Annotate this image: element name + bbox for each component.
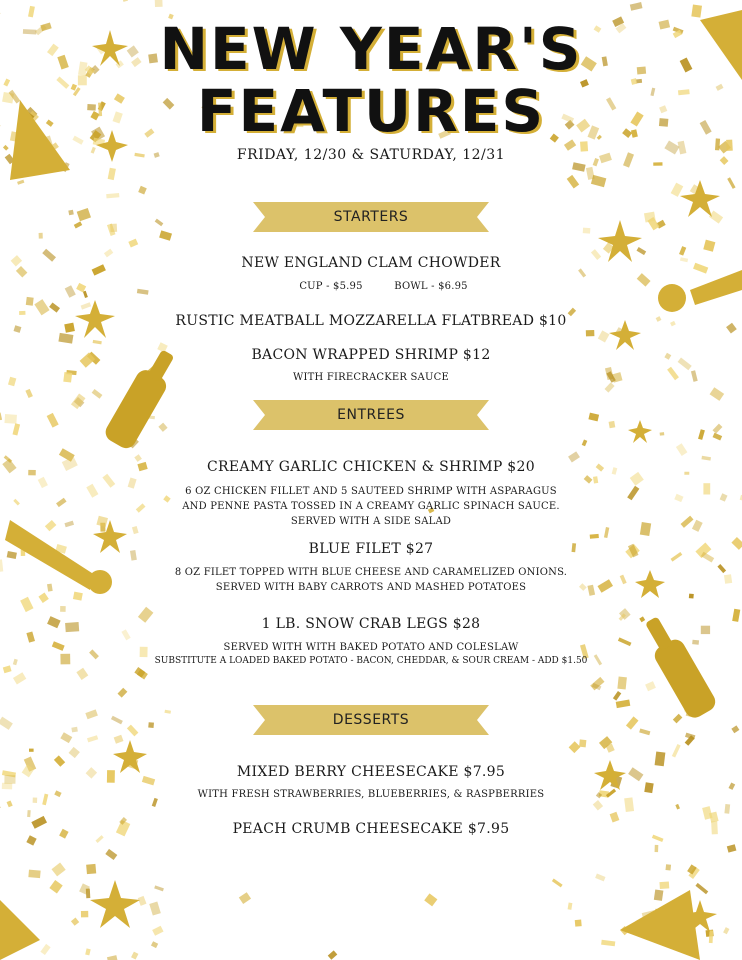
section-banner-starters [253, 202, 489, 232]
menu-item-name: CREAMY GARLIC CHICKEN & SHRIMP $20 [207, 459, 535, 475]
title-line-1: NEW YEAR'S [159, 15, 583, 83]
title-line-2: FEATURES [196, 77, 546, 145]
menu-item-description: 8 OZ FILET TOPPED WITH BLUE CHEESE AND CARAMELIZED ONIONS. [174, 567, 568, 578]
menu-item-price-bowl: BOWL - $6.95 [394, 281, 468, 292]
menu-item-description: 6 OZ CHICKEN FILLET AND 5 SAUTEED SHRIMP WITH ASPARAGUS [185, 486, 557, 497]
menu-item-name: PEACH CRUMB CHEESECAKE $7.95 [232, 821, 510, 837]
section-banner-desserts [253, 705, 489, 735]
menu-item-description: AND PENNE PASTA TOSSED IN A CREAMY GARLIC SPINACH SAUCE. [182, 501, 560, 512]
menu-item-name: BLUE FILET $27 [308, 541, 434, 557]
menu-item-description: SERVED WITH WITH BAKED POTATO AND COLESLAW [223, 642, 519, 653]
menu-item-description: WITH FIRECRACKER SAUCE [293, 372, 449, 383]
menu-item-name: NEW ENGLAND CLAM CHOWDER [241, 255, 501, 271]
menu-item-name: BACON WRAPPED SHRIMP $12 [251, 347, 491, 363]
menu-item-name: RUSTIC MEATBALL MOZZARELLA FLATBREAD $10 [175, 313, 567, 329]
menu-item-description: WITH FRESH STRAWBERRIES, BLUEBERRIES, & RASPBERRIES [197, 789, 545, 800]
section-label: STARTERS [333, 209, 409, 225]
section-label: ENTREES [337, 407, 405, 423]
menu-item-name: 1 LB. SNOW CRAB LEGS $28 [261, 616, 481, 632]
section-label: DESSERTS [332, 712, 410, 728]
menu-item-description: SERVED WITH A SIDE SALAD [290, 516, 452, 527]
event-dates: FRIDAY, 12/30 & SATURDAY, 12/31 [236, 147, 506, 163]
menu-item-price-cup: CUP - $5.95 [299, 281, 363, 292]
menu-item-name: MIXED BERRY CHEESECAKE $7.95 [236, 764, 506, 780]
menu-item-description: SERVED WITH BABY CARROTS AND MASHED POTATOES [215, 582, 527, 593]
menu-item-description: SUBSTITUTE A LOADED BAKED POTATO - BACON, CHEDDAR, & SOUR CREAM - ADD $1.50 [154, 656, 588, 666]
section-banner-entrees [253, 400, 489, 430]
